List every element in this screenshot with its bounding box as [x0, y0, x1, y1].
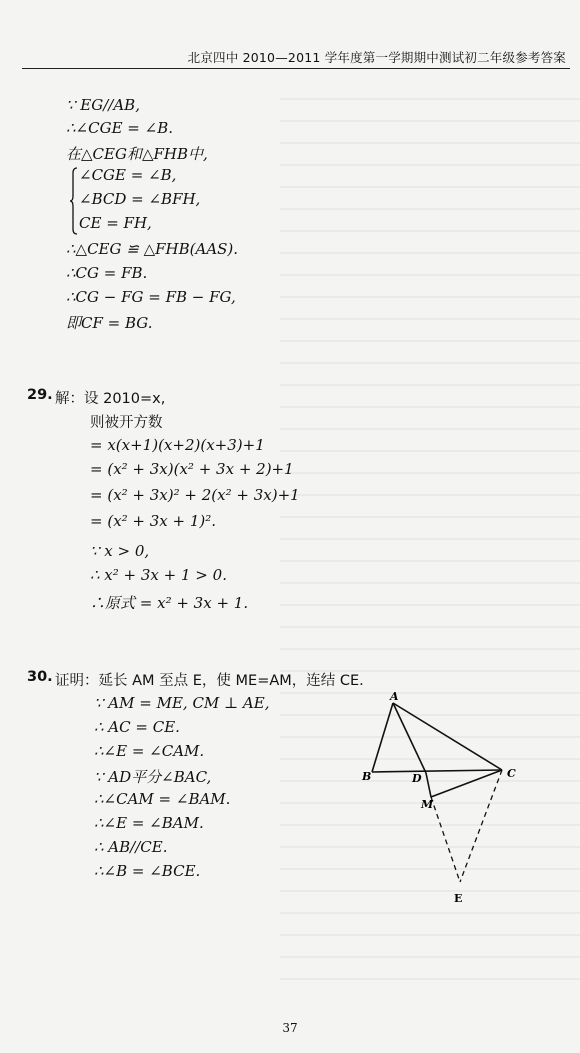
- label-m: M: [421, 798, 434, 811]
- proof28-line-5: ∴CG = FB.: [66, 264, 148, 282]
- problem-29-line-2: = x(x+1)(x+2)(x+3)+1: [90, 436, 265, 454]
- proof28-line-6: ∴CG − FG = FB − FG,: [66, 288, 236, 306]
- label-e: E: [454, 892, 463, 905]
- label-d: D: [412, 772, 422, 785]
- page-header: 北京四中 2010—2011 学年度第一学期期中测试初二年级参考答案: [187, 50, 566, 65]
- problem-29-line-4: = (x² + 3x)² + 2(x² + 3x)+1: [90, 486, 300, 504]
- problem-30-line-1: ∵ AM = ME, CM ⊥ AE,: [94, 694, 270, 712]
- segment-ce-dashed: [460, 770, 502, 882]
- problem-30-line-4: ∵ AD平分∠BAC,: [94, 768, 212, 786]
- problem-29-line-1: 则被开方数: [90, 415, 163, 431]
- geometry-figure: [350, 690, 520, 915]
- label-c: C: [507, 767, 516, 780]
- problem-29-line-6: ∵ x > 0,: [90, 542, 150, 560]
- proof28-line-2: ∴∠CGE = ∠B.: [66, 119, 173, 137]
- segment-me-dashed: [431, 797, 460, 882]
- segment-ab: [372, 703, 393, 772]
- problem-30-line-3: ∴∠E = ∠CAM.: [94, 742, 205, 760]
- problem-30-number: 30.: [27, 669, 53, 685]
- problem-29-line-5: = (x² + 3x + 1)².: [90, 512, 217, 530]
- problem-30-line-7: ∴ AB//CE.: [94, 838, 168, 856]
- left-brace-icon: [70, 167, 78, 235]
- proof28-condition-3: CE = FH,: [79, 214, 152, 232]
- proof28-condition-2: ∠BCD = ∠BFH,: [79, 190, 201, 208]
- proof28-condition-1: ∠CGE = ∠B,: [79, 166, 177, 184]
- problem-30-intro: 证明：延长 AM 至点 E，使 ME=AM，连结 CE.: [55, 673, 364, 689]
- problem-30-line-5: ∴∠CAM = ∠BAM.: [94, 790, 231, 808]
- proof28-line-4: ∴△CEG ≌ △FHB(AAS).: [66, 240, 239, 258]
- page-number: 37: [282, 1021, 298, 1035]
- proof28-line-1: ∵ EG//AB,: [66, 96, 140, 114]
- problem-29-intro: 解：设 2010=x,: [55, 391, 166, 407]
- proof28-line-7: 即CF = BG.: [66, 314, 153, 332]
- problem-29-line-7: ∴ x² + 3x + 1 > 0.: [90, 566, 227, 584]
- proof28-line-3: 在△CEG和△FHB中,: [66, 145, 208, 163]
- problem-29-number: 29.: [27, 387, 53, 403]
- header-rule: [22, 68, 570, 69]
- problem-29-line-8: ∴原式 = x² + 3x + 1.: [90, 594, 249, 612]
- problem-30-line-6: ∴∠E = ∠BAM.: [94, 814, 204, 832]
- label-a: A: [390, 690, 399, 703]
- label-b: B: [362, 770, 372, 783]
- problem-29-line-3: = (x² + 3x)(x² + 3x + 2)+1: [90, 460, 294, 478]
- segment-cm: [431, 770, 502, 797]
- problem-30-line-8: ∴∠B = ∠BCE.: [94, 862, 201, 880]
- segment-bc: [372, 770, 502, 772]
- segment-dm: [426, 773, 431, 797]
- problem-30-line-2: ∴ AC = CE.: [94, 718, 180, 736]
